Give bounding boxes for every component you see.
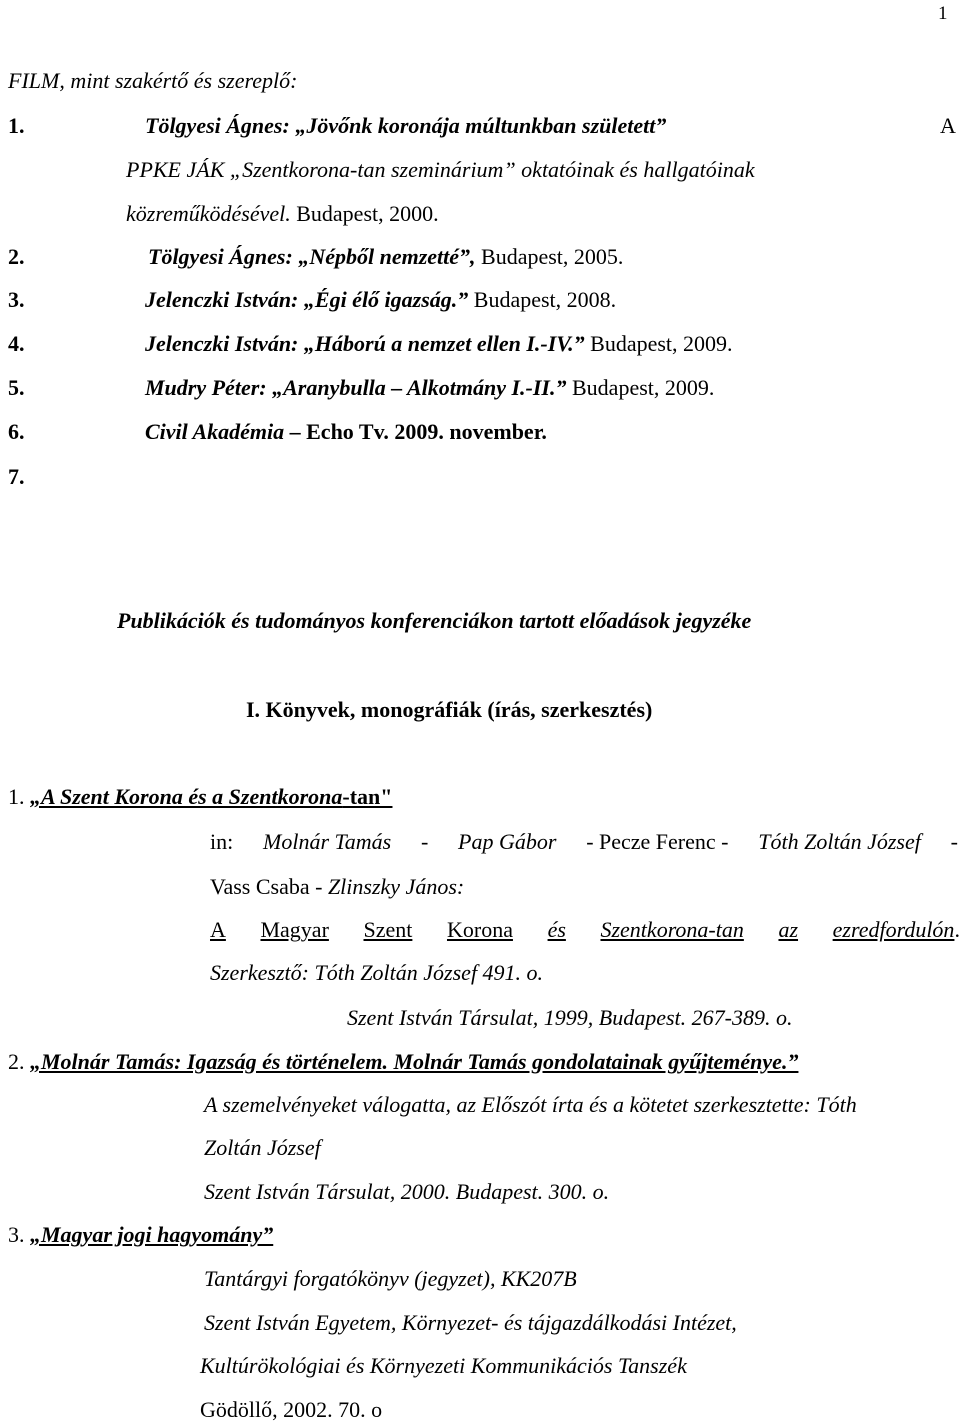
- book-3-heading: [8, 1224, 273, 1246]
- film-item-6-work: – Echo Tv. 2009. november.: [289, 419, 547, 444]
- film-item-1-title: [145, 115, 666, 137]
- book-1-work-title-words: [210, 919, 955, 941]
- book-1-sep1: -: [420, 829, 429, 854]
- book-1-work-word: az: [778, 917, 799, 942]
- film-item-1-line2: PPKE JÁK „Szentkorona-tan szeminárium” oktatóinak és hallgatóinak: [126, 157, 755, 182]
- film-heading: FILM, mint szakértő és szereplő:: [8, 68, 298, 93]
- film-item-5-work: „Aranybulla – Alkotmány I.-II.”: [272, 375, 567, 400]
- book-3-line-3: Kultúrökológiai és Környezeti Kommunikációs Tanszék: [200, 1353, 687, 1378]
- film-item-3-author: Jelenczki István:: [145, 287, 299, 312]
- film-item-6-num: 6.: [8, 419, 25, 444]
- book-1-sep2: - Pecze Ferenc -: [586, 829, 729, 854]
- film-item-1-num: 1.: [8, 113, 25, 138]
- film-item-4-work: „Háború a nemzet ellen I.-IV.”: [303, 331, 585, 356]
- film-item-3-rest: Budapest, 2008.: [468, 287, 617, 312]
- book-3-num: 3.: [8, 1222, 25, 1247]
- publications-heading: Publikációk és tudományos konferenciákon tartott előadások jegyzéke: [117, 608, 752, 633]
- film-item-5-num: 5.: [8, 375, 25, 400]
- film-item-2-work: „Népből nemzetté”,: [298, 244, 476, 269]
- books-heading: I. Könyvek, monográfiák (írás, szerkesztés): [246, 697, 653, 722]
- book-1-work-title-end: .: [954, 917, 960, 942]
- book-2-publisher: Szent István Társulat, 2000. Budapest. 300. o.: [204, 1179, 610, 1204]
- book-1-author-pap: Pap Gábor: [458, 829, 557, 854]
- film-item-5-author: Mudry Péter:: [145, 375, 267, 400]
- book-2-desc-line2: Zoltán József: [204, 1135, 321, 1160]
- book-1-author-zlinszky: Zlinszky János:: [327, 874, 465, 899]
- film-item-4-num: 4.: [8, 331, 25, 356]
- book-1-in-line: [210, 831, 958, 853]
- film-item-3: [145, 289, 616, 311]
- book-1-work-word: ezredfordulón: [832, 917, 955, 942]
- film-item-4-rest: Budapest, 2009.: [584, 331, 733, 356]
- book-1-heading: [8, 786, 392, 808]
- book-1-title-suffix: -tan": [342, 784, 393, 809]
- film-item-1-author: Tölgyesi Ágnes:: [145, 113, 290, 138]
- book-1-work-word: Magyar: [260, 917, 329, 942]
- film-item-4: [145, 333, 733, 355]
- book-3-line-4: Gödöllő, 2002. 70. o: [200, 1397, 383, 1422]
- book-1-work-word: Korona: [446, 917, 513, 942]
- book-1-sep4: -: [309, 874, 328, 899]
- film-item-1-work: „Jövőnk koronája múltunkban született”: [295, 113, 667, 138]
- book-1-work-word: és: [547, 917, 566, 942]
- book-1-sep3: -: [950, 829, 958, 854]
- film-item-1-line3-rest: Budapest, 2000.: [290, 201, 439, 226]
- film-item-2-num: 2.: [8, 244, 25, 269]
- book-1-num: 1.: [8, 784, 25, 809]
- book-1-authors-line2: [210, 876, 464, 898]
- film-item-3-num: 3.: [8, 287, 25, 312]
- film-item-1-line3-italic: közreműködésével.: [126, 201, 291, 226]
- book-1-work-word: Szent: [363, 917, 413, 942]
- book-1-work-word: Szentkorona-tan: [600, 917, 744, 942]
- book-1-work-title: [210, 919, 960, 941]
- book-2-num: 2.: [8, 1049, 25, 1074]
- film-item-2-author: Tölgyesi Ágnes:: [148, 244, 293, 269]
- film-item-1-line3: [126, 203, 439, 225]
- book-1-title: „A Szent Korona és a Szentkorona: [30, 784, 343, 809]
- book-2-desc-line1: A szemelvényeket válogatta, az Előszót írta és a kötetet szerkesztette: Tóth: [204, 1092, 857, 1117]
- film-item-6-author: Civil Akadémia: [145, 419, 285, 444]
- book-3-line-2: Szent István Egyetem, Környezet- és tájgazdálkodási Intézet,: [204, 1310, 737, 1335]
- book-1-author-vass: Vass Csaba: [210, 874, 310, 899]
- film-item-7-num: 7.: [8, 464, 25, 489]
- book-1-author-molnar: Molnár Tamás: [263, 829, 392, 854]
- film-item-3-work: „Égi élő igazság.”: [303, 287, 469, 312]
- film-item-5-rest: Budapest, 2009.: [566, 375, 715, 400]
- book-2-title: „Molnár Tamás: Igazság és történelem. Molnár Tamás gondolatainak gyűjteménye.”: [30, 1049, 799, 1074]
- book-3-line-1: Tantárgyi forgatókönyv (jegyzet), KK207B: [204, 1266, 577, 1291]
- book-1-author-toth: Tóth Zoltán József: [758, 829, 921, 854]
- book-3-title: „Magyar jogi hagyomány”: [30, 1222, 274, 1247]
- book-1-work-word: A: [210, 917, 226, 942]
- film-item-6: [145, 421, 547, 443]
- film-item-4-author: Jelenczki István:: [145, 331, 299, 356]
- film-item-5: [145, 377, 714, 399]
- book-1-in-prefix: in:: [210, 829, 234, 854]
- film-item-2-rest: Budapest, 2005.: [475, 244, 624, 269]
- page-number: 1: [938, 3, 948, 24]
- book-1-publisher: Szent István Társulat, 1999, Budapest. 267-389. o.: [347, 1005, 793, 1030]
- book-2-heading: [8, 1051, 798, 1073]
- book-1-editor: Szerkesztő: Tóth Zoltán József 491. o.: [210, 960, 544, 985]
- film-item-1-trail: A: [940, 113, 956, 138]
- film-item-2: [148, 246, 623, 268]
